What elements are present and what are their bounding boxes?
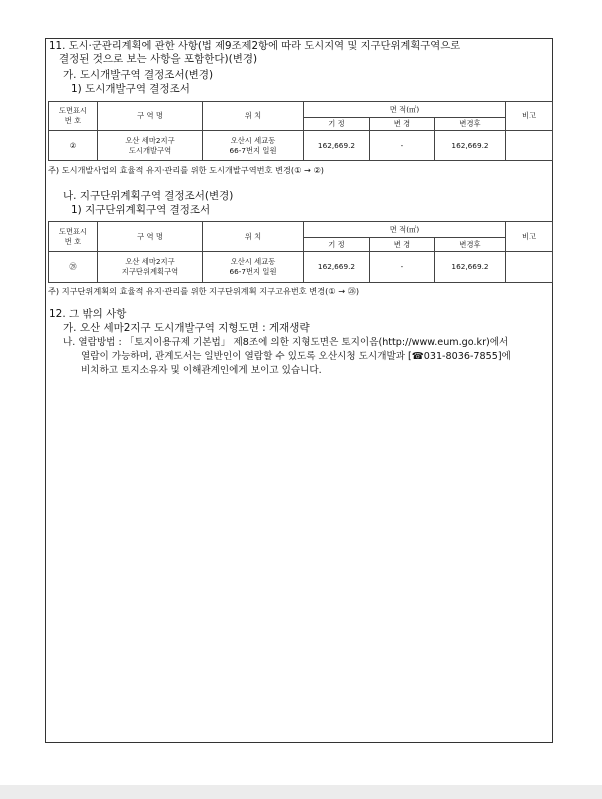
header-after: 변경후 <box>435 238 506 252</box>
row-change: - <box>370 131 435 161</box>
section12-item-b-line3: 비치하고 토지소유자 및 이해관계인에게 보이고 있습니다. <box>81 365 322 376</box>
row-num: ② <box>49 131 98 161</box>
header-after: 변경후 <box>435 118 506 131</box>
section11-a-title: 가. 도시개발구역 결정조서(변경) <box>63 69 214 81</box>
header-change: 변 경 <box>370 118 435 131</box>
table-row <box>49 252 553 283</box>
row-remarks <box>506 131 553 161</box>
district-table <box>48 101 553 161</box>
row-location: 오산시 세교동 66-7번지 일원 <box>203 131 304 161</box>
row-after: 162,669.2 <box>435 252 506 283</box>
header-existing: 기 정 <box>304 118 370 131</box>
header-num: 도면표시 번 호 <box>49 222 98 252</box>
header-area: 면 적(㎡) <box>304 222 506 238</box>
section11-heading-line1: 11. 도시·군관리계획에 관한 사항(법 제9조제2항에 따라 도시지역 및 지구단위계획구역으로 <box>49 40 461 52</box>
header-name: 구 역 명 <box>98 222 203 252</box>
row-location: 오산시 세교동 66-7번지 일원 <box>203 252 304 283</box>
row-num: ㉘ <box>49 252 98 283</box>
section11-b-subtitle: 1) 지구단위계획구역 결정조서 <box>71 204 211 216</box>
section11-b-note: 주) 지구단위계획의 효율적 유지·관리를 위한 지구단위계획 지구고유번호 변경(① → ㉘) <box>48 286 360 296</box>
row-existing: 162,669.2 <box>304 131 370 161</box>
table-row <box>49 131 553 161</box>
row-existing: 162,669.2 <box>304 252 370 283</box>
header-num: 도면표시 번 호 <box>49 102 98 131</box>
section12-item-b-line2: 열람이 가능하며, 관계도서는 일반인이 열람할 수 있도록 오산시청 도시개발과 [☎031-8036-7855]에 <box>81 351 511 362</box>
viewer-bottom-band <box>0 785 602 799</box>
row-change: - <box>370 252 435 283</box>
document-page <box>45 38 553 743</box>
header-remarks: 비고 <box>506 102 553 131</box>
header-existing: 기 정 <box>304 238 370 252</box>
section11-a-note: 주) 도시개발사업의 효율적 유지·관리를 위한 도시개발구역번호 변경(① → ②) <box>48 165 325 175</box>
section12-item-a: 가. 오산 세마2지구 도시개발구역 지형도면 : 게재생략 <box>63 322 310 334</box>
section12-item-b-line1: 나. 열람방법 : 「토지이용규제 기본법」 제8조에 의한 지형도면은 토지이음(http://www.eum.go.kr)에서 <box>63 337 509 348</box>
header-change: 변 경 <box>370 238 435 252</box>
header-area: 면 적(㎡) <box>304 102 506 118</box>
row-name: 오산 세마2지구 지구단위계획구역 <box>98 252 203 283</box>
header-location: 위 치 <box>203 222 304 252</box>
row-remarks <box>506 252 553 283</box>
section11-b-title: 나. 지구단위계획구역 결정조서(변경) <box>63 190 234 202</box>
row-after: 162,669.2 <box>435 131 506 161</box>
row-name: 오산 세마2지구 도시개발구역 <box>98 131 203 161</box>
header-remarks: 비고 <box>506 222 553 252</box>
section12-heading: 12. 그 밖의 사항 <box>49 308 127 320</box>
section11-a-subtitle: 1) 도시개발구역 결정조서 <box>71 83 190 95</box>
unit-plan-table <box>48 221 553 283</box>
section11-heading-line2: 결정된 것으로 보는 사항을 포함한다)(변경) <box>59 53 258 65</box>
header-name: 구 역 명 <box>98 102 203 131</box>
header-location: 위 치 <box>203 102 304 131</box>
